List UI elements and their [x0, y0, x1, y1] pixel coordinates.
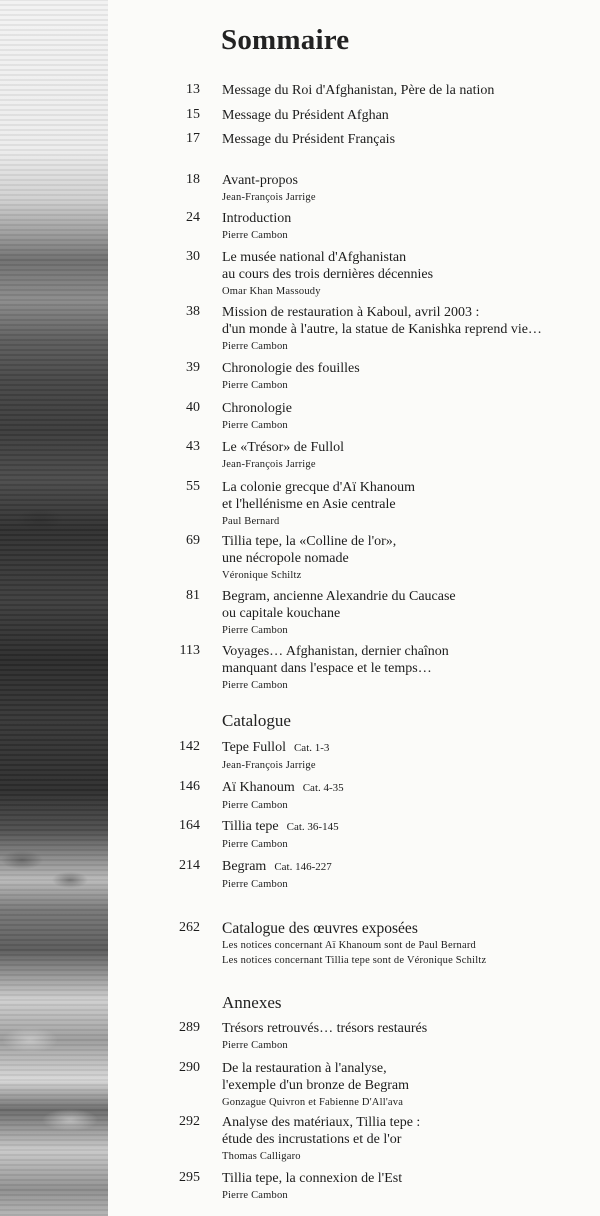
- entry-title: De la restauration à l'analyse,: [222, 1061, 387, 1076]
- entry-title: Analyse des matériaux, Tillia tepe :: [222, 1115, 421, 1130]
- entry-title: Message du Président Afghan: [222, 108, 389, 123]
- entry-title: au cours des trois dernières décennies: [222, 267, 434, 282]
- entry-title: Tillia tepe Cat. 36-145: [222, 819, 339, 834]
- exposition-note: Les notices concernant Aï Khanoum sont de Paul Bernard: [222, 940, 476, 951]
- entry-text: [222, 479, 592, 528]
- exposition-note: Les notices concernant Tillia tepe sont de Véronique Schiltz: [222, 955, 487, 966]
- entry-title: Le musée national d'Afghanistan: [222, 250, 407, 265]
- entry-author: Pierre Cambon: [222, 230, 288, 241]
- entry-text: [222, 779, 592, 812]
- entry-text: [222, 818, 592, 851]
- page-number: 295: [179, 1170, 200, 1185]
- entry-title: Le «Trésor» de Fullol: [222, 440, 344, 455]
- entry-title: Message du Roi d'Afghanistan, Père de la nation: [222, 83, 495, 98]
- entry-title: Chronologie: [222, 401, 292, 416]
- entry-title: une nécropole nomade: [222, 551, 349, 566]
- entry-title: d'un monde à l'autre, la statue de Kanishka reprend vie…: [222, 322, 542, 337]
- entry-text: [222, 172, 592, 204]
- entry-author: Paul Bernard: [222, 516, 280, 527]
- landscape-photo: [0, 0, 108, 1216]
- entry-text: [222, 1170, 592, 1202]
- entry-author: Jean-François Jarrige: [222, 760, 316, 771]
- entry-author: Pierre Cambon: [222, 1190, 288, 1201]
- entry-author: Pierre Cambon: [222, 341, 288, 352]
- page-number: 55: [186, 479, 200, 494]
- entry-text: [222, 739, 592, 772]
- entry-author: Jean-François Jarrige: [222, 459, 316, 470]
- entry-text: [222, 1020, 592, 1052]
- entry-author: Pierre Cambon: [222, 1040, 288, 1051]
- entry-title: l'exemple d'un bronze de Begram: [222, 1078, 409, 1093]
- entry-author: Pierre Cambon: [222, 420, 288, 431]
- page-number: 43: [186, 439, 200, 454]
- page-number: 81: [186, 588, 200, 603]
- entry-title: Voyages… Afghanistan, dernier chaînon: [222, 644, 449, 659]
- entry-title: Tillia tepe, la connexion de l'Est: [222, 1171, 403, 1186]
- entry-title: Introduction: [222, 211, 292, 226]
- entry-author: Véronique Schiltz: [222, 570, 302, 581]
- entry-title: Tillia tepe, la «Colline de l'or»,: [222, 534, 397, 549]
- page-number: 290: [179, 1060, 200, 1075]
- entry-title: et l'hellénisme en Asie centrale: [222, 497, 396, 512]
- entry-text: [222, 920, 592, 968]
- page-number: 15: [186, 107, 200, 122]
- entry-author: Gonzague Quivron et Fabienne D'All'ava: [222, 1097, 404, 1108]
- entry-title: ou capitale kouchane: [222, 606, 341, 621]
- page-number: 39: [186, 360, 200, 375]
- page-number: 262: [179, 920, 200, 935]
- entry-title: manquant dans l'espace et le temps…: [222, 661, 432, 676]
- entry-author: Pierre Cambon: [222, 625, 288, 636]
- section-heading-annexes: Annexes: [222, 993, 282, 1012]
- entry-text: [222, 82, 592, 99]
- catalogue-range: Cat. 1-3: [293, 742, 330, 754]
- page-number: 17: [186, 131, 200, 146]
- entry-text: [222, 131, 592, 148]
- page-title: Sommaire: [221, 24, 350, 56]
- entry-text: [222, 400, 592, 432]
- entry-title: Mission de restauration à Kaboul, avril 2003 :: [222, 305, 480, 320]
- page-number: 69: [186, 533, 200, 548]
- page-number: 289: [179, 1020, 200, 1035]
- entry-title: Begram Cat. 146-227: [222, 859, 332, 874]
- page-number: 13: [186, 82, 200, 97]
- entry-text: [222, 210, 592, 242]
- entry-author: Pierre Cambon: [222, 380, 288, 391]
- entry-text: [222, 588, 592, 637]
- page-number: 113: [179, 643, 200, 658]
- entry-text: [222, 439, 592, 471]
- entry-title: Tepe Fullol Cat. 1-3: [222, 740, 330, 755]
- entry-text: [222, 107, 592, 124]
- page-number: 18: [186, 172, 200, 187]
- entry-text: [222, 858, 592, 891]
- entry-author: Jean-François Jarrige: [222, 192, 316, 203]
- page-number: 40: [186, 400, 200, 415]
- entry-title: Begram, ancienne Alexandrie du Caucase: [222, 589, 456, 604]
- entry-title: Trésors retrouvés… trésors restaurés: [222, 1021, 428, 1036]
- entry-author: Pierre Cambon: [222, 800, 288, 811]
- page-number: 164: [179, 818, 200, 833]
- entry-title: Avant-propos: [222, 173, 298, 188]
- entry-author: Pierre Cambon: [222, 879, 288, 890]
- catalogue-range: Cat. 4-35: [302, 782, 344, 794]
- entry-author: Omar Khan Massoudy: [222, 286, 321, 297]
- entry-text: [222, 533, 592, 582]
- page-number: 24: [186, 210, 200, 225]
- page-number: 214: [179, 858, 200, 873]
- entry-text: [222, 304, 592, 353]
- entry-title: Catalogue des œuvres exposées: [222, 920, 418, 937]
- entry-author: Pierre Cambon: [222, 680, 288, 691]
- entry-title: Message du Président Français: [222, 132, 396, 147]
- catalogue-range: Cat. 146-227: [274, 861, 332, 873]
- entry-text: [222, 1060, 592, 1109]
- page-number: 30: [186, 249, 200, 264]
- entry-text: [222, 643, 592, 692]
- page-number: 38: [186, 304, 200, 319]
- entry-title: Chronologie des fouilles: [222, 361, 360, 376]
- page-number: 142: [179, 739, 200, 754]
- page-number: 146: [179, 779, 200, 794]
- entry-text: [222, 360, 592, 392]
- entry-text: [222, 1114, 592, 1163]
- entry-title: La colonie grecque d'Aï Khanoum: [222, 480, 416, 495]
- page-number: 292: [179, 1114, 200, 1129]
- entry-title: Aï Khanoum Cat. 4-35: [222, 780, 344, 795]
- entry-author: Pierre Cambon: [222, 839, 288, 850]
- entry-text: [222, 249, 592, 298]
- catalogue-range: Cat. 36-145: [286, 821, 339, 833]
- section-heading-catalogue: Catalogue: [222, 711, 291, 730]
- entry-author: Thomas Calligaro: [222, 1151, 301, 1162]
- entry-title: étude des incrustations et de l'or: [222, 1132, 402, 1147]
